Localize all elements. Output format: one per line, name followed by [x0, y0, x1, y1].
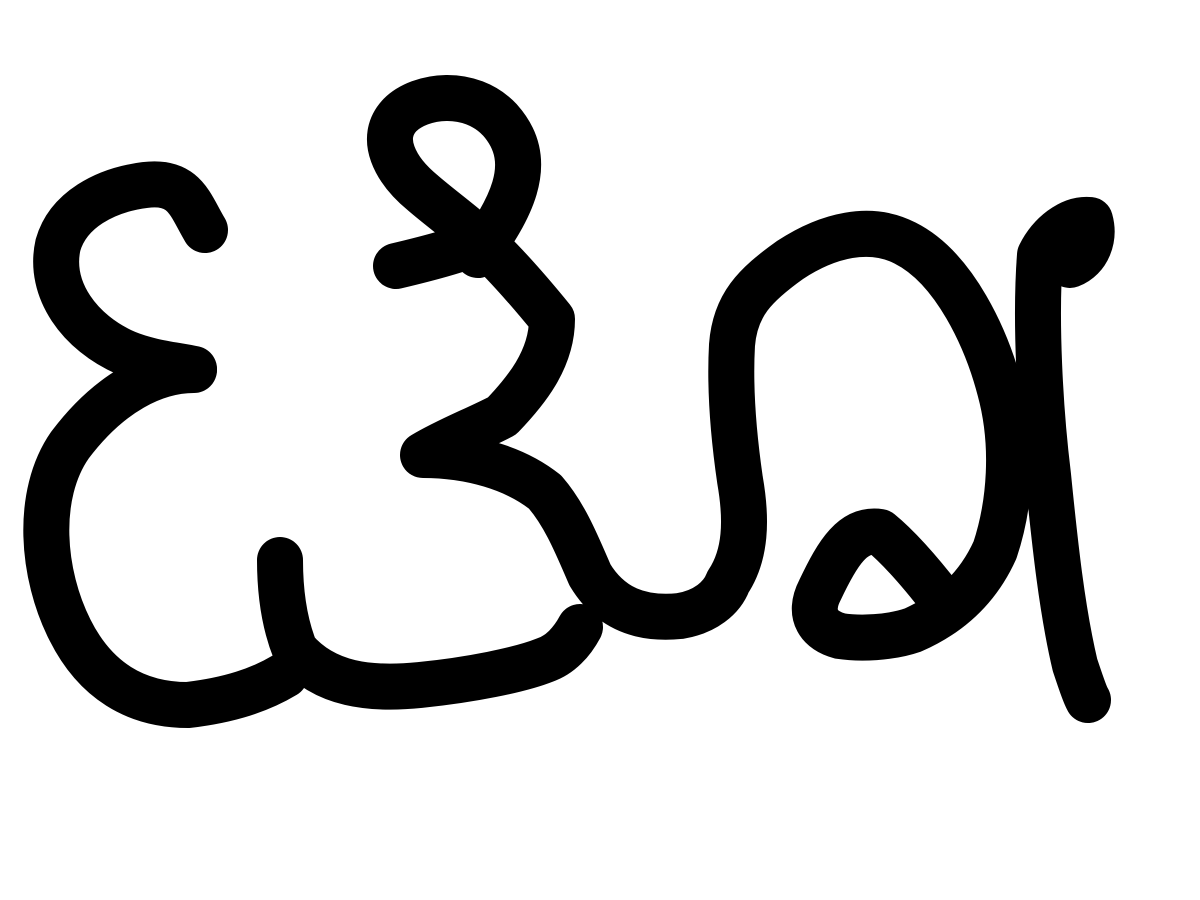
- center-figure: [396, 234, 1009, 638]
- left-bowl: [46, 370, 285, 705]
- left-hook-top: [56, 184, 205, 369]
- right-loop: [280, 560, 580, 687]
- right-vertical: [1038, 220, 1092, 700]
